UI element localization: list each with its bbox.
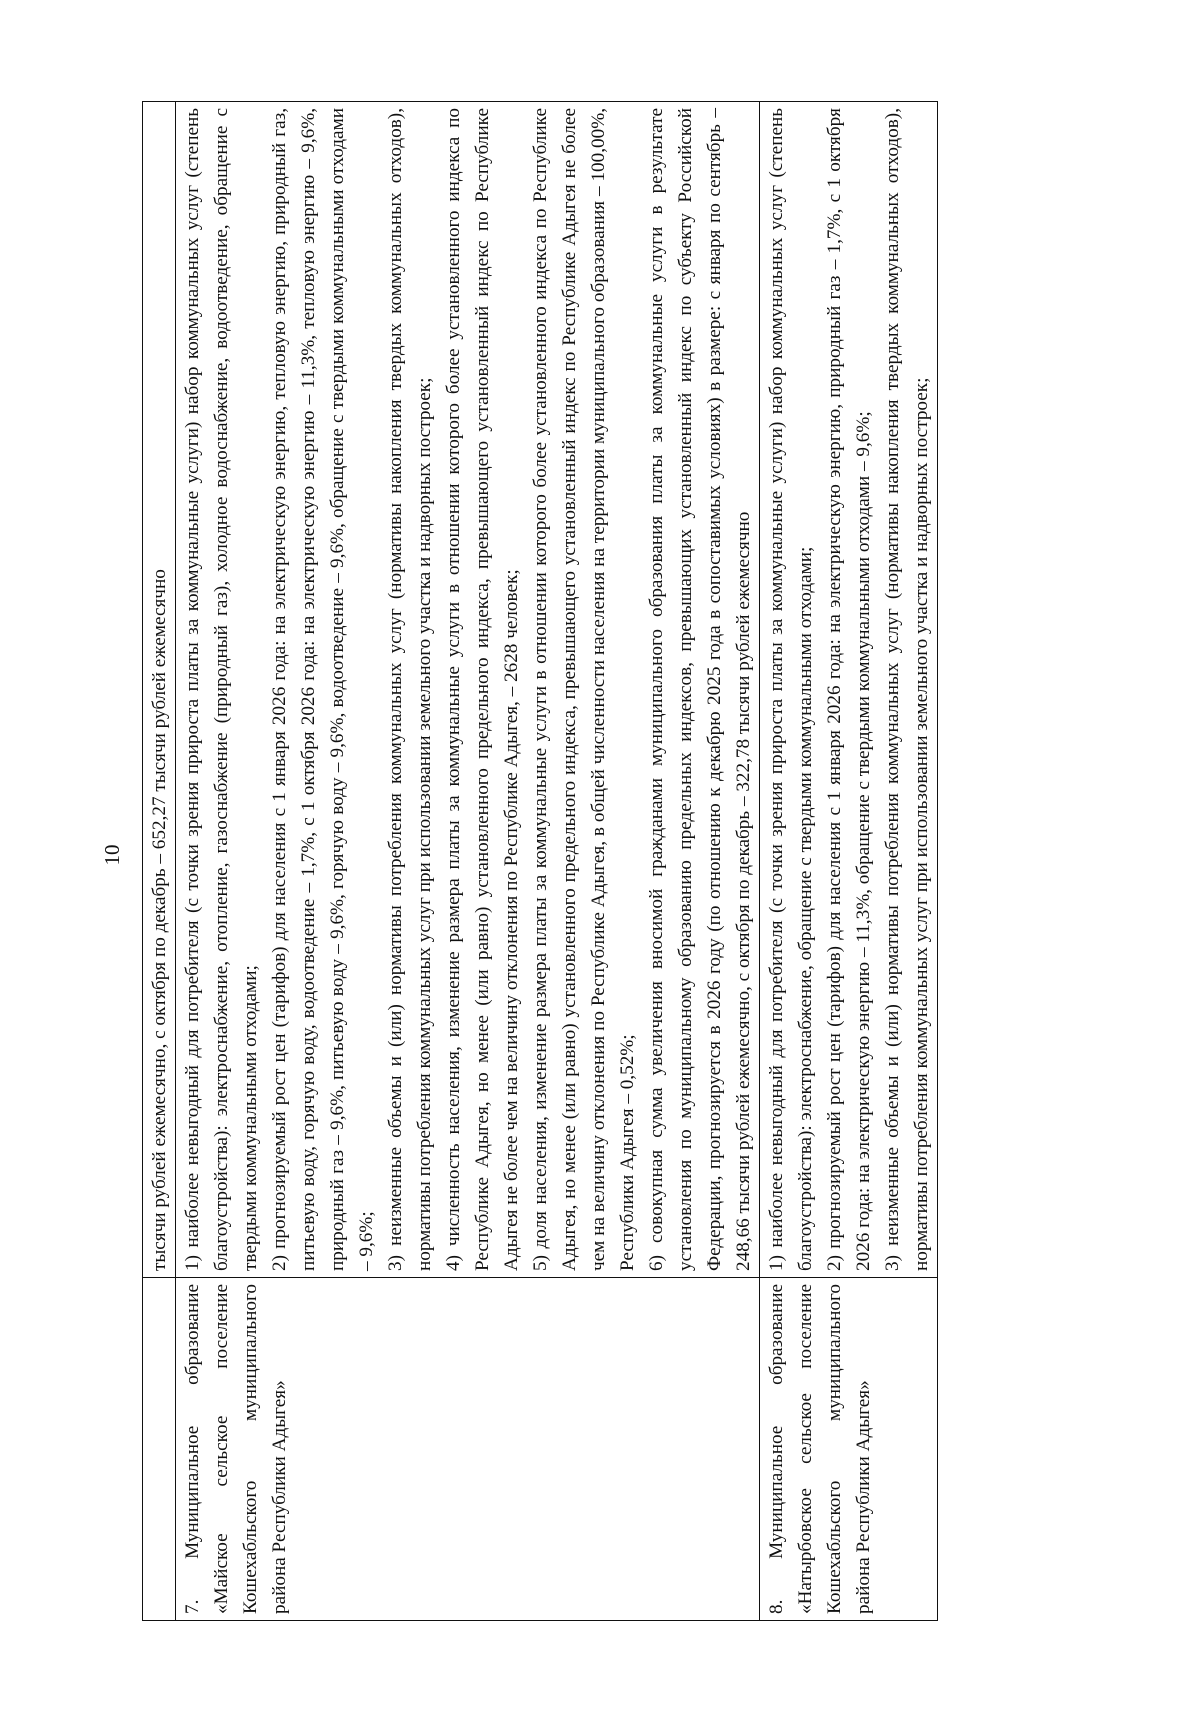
table-cell-continuation: тысячи рублей ежемесячно, с октября по декабрь – 652,27 тысячи рублей ежемесячно	[143, 102, 176, 1278]
list-item: 1) наиболее невыгодный для потребителя (с точки зрения прироста платы за коммунальные услуги) набор коммунальных услуг (степень благоустройства): электроснабжение, отопление, газоснабжение (природный газ), холодное водоснабжение, водоотведение, обращение с твердыми коммунальными отходами;	[182, 108, 261, 1271]
rotated-page-content	[142, 101, 1062, 1621]
table-row	[760, 102, 938, 1621]
list-item: 4) численность населения, изменение размера платы за коммунальные услуги в отношении которого более установленного индекса по Республике Адыгея, но менее (или равно) установленного предельного индекса, превышающего установленный индекс по Республике Адыгея не более чем на величину отклонения по Республике Адыгея, – 2628 человек;	[443, 108, 522, 1271]
municipality-cell: 8. Муниципальное образование «Натырбовское сельское поселение Кошехабльского муниципального района Республики Адыгея»	[760, 1278, 938, 1621]
table-cell-empty	[143, 1278, 176, 1621]
list-item: 5) доля населения, изменение размера платы за коммунальные услуги в отношении которого более установленного индекса по Республике Адыгея, но менее (или равно) установленного предельного индекса, превышающего установленный индекс по Республике Адыгея не более чем на величину отклонения по Республике Адыгея, в общей численности населения на территории муниципального образования – 100,00%, Республики Адыгея – 0,52%;	[530, 108, 638, 1271]
list-item: 3) неизменные объемы и (или) нормативы потребления коммунальных услуг (нормативы накопления твердых коммунальных отходов), нормативы потребления коммунальных услуг при использовании земельного участка и надворных построек;	[882, 108, 932, 1271]
page-number: 10	[100, 844, 124, 866]
table-row-continuation	[143, 102, 176, 1621]
list-item: 2) прогнозируемый рост цен (тарифов) для населения с 1 января 2026 года: на электрическую энергию, тепловую энергию, природный газ, питьевую воду, горячую воду, водоотведение – 1,7%, с 1 октября 2026 года: на электрическую энергию – 11,3%, тепловую энергию – 9,6%, природный газ – 9,6%, питьевую воду – 9,6%, горячую воду – 9,6%, водоотведение – 9,6%, обращение с твердыми коммунальными отходами – 9,6%;	[269, 108, 377, 1271]
description-cell	[760, 102, 938, 1278]
table-row	[176, 102, 760, 1621]
list-item: 2) прогнозируемый рост цен (тарифов) для населения с 1 января 2026 года: на электрическую энергию, природный газ – 1,7%, с 1 октября 2026 года: на электрическую энергию – 11,3%, обращение с твердыми коммунальными отходами – 9,6%;	[824, 108, 874, 1271]
list-item: 3) неизменные объемы и (или) нормативы потребления коммунальных услуг (нормативы накопления твердых коммунальных отходов), нормативы потребления коммунальных услуг при использовании земельного участка и надворных построек;	[385, 108, 435, 1271]
list-item: 1) наиболее невыгодный для потребителя (с точки зрения прироста платы за коммунальные услуги) набор коммунальных услуг (степень благоустройства): электроснабжение, обращение с твердыми коммунальными отходами;	[766, 108, 816, 1271]
municipality-cell: 7. Муниципальное образование «Майское сельское поселение Кошехабльского муниципального района Республики Адыгея»	[176, 1278, 760, 1621]
description-cell	[176, 102, 760, 1278]
list-item: 6) совокупная сумма увеличения вносимой гражданами муниципального образования платы за коммунальные услуги в результате установления по муниципальному образованию предельных индексов, превышающих установленный индекс по субъекту Российской Федерации, прогнозируется в 2026 году (по отношению к декабрю 2025 года в сопоставимых условиях) в размере: с января по сентябрь – 248,66 тысячи рублей ежемесячно, с октября по декабрь – 322,78 тысячи рублей ежемесячно	[646, 108, 754, 1271]
tariff-table	[142, 101, 938, 1621]
